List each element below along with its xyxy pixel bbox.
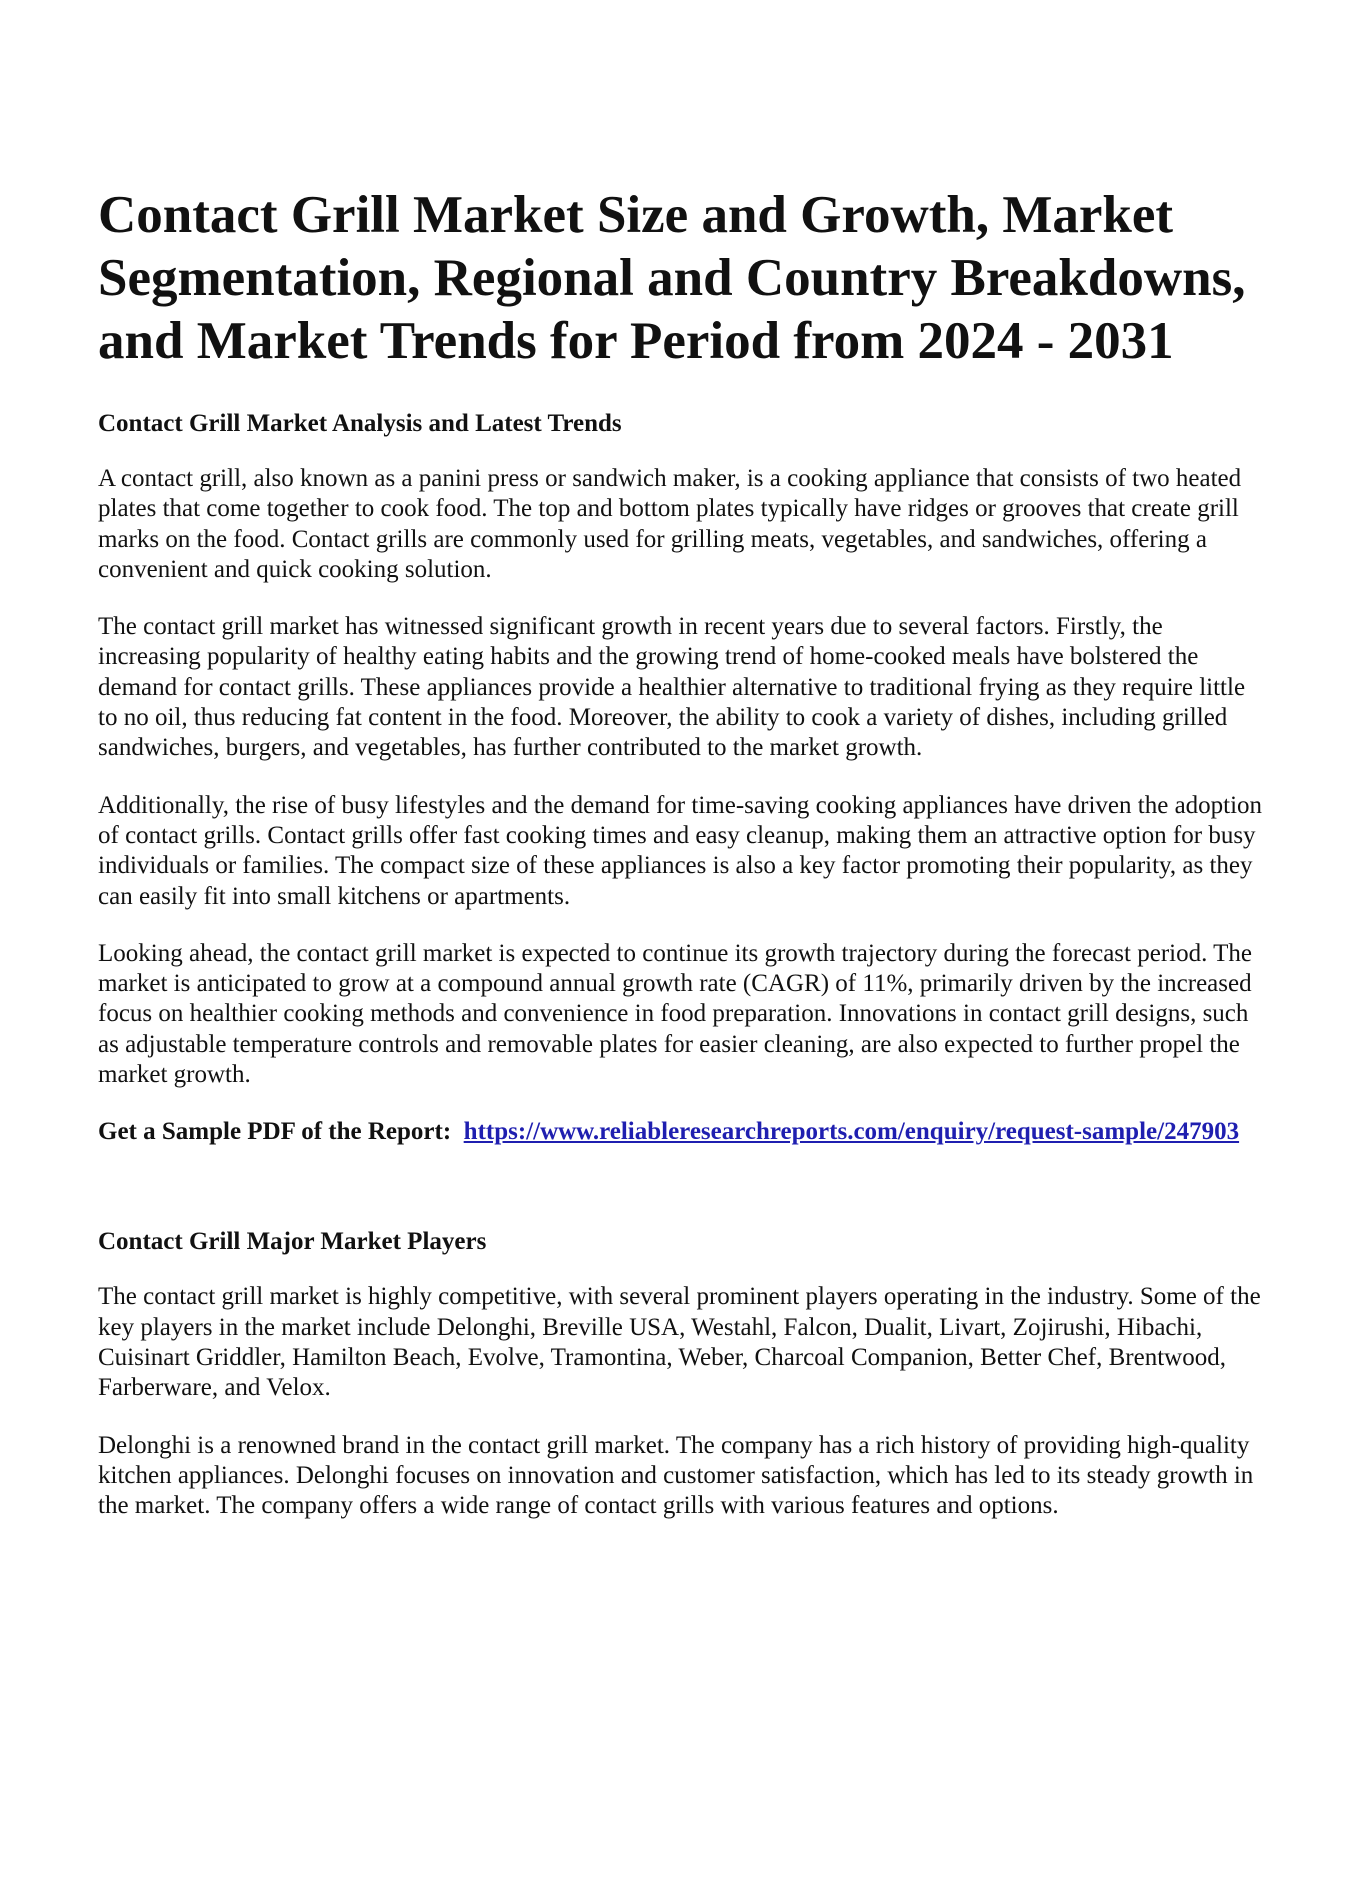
players-heading: Contact Grill Major Market Players [98,1228,487,1256]
analysis-paragraph-2: The contact grill market has witnessed significant growth in recent years due to several factors. Firstly, the increasing popularity of healthy eating habits and the growing trend of home-cooked meals have bolstered the demand for contact grills. These appliances provide a healthier alternative to traditional frying as they require little to no oil, thus reducing fat content in the food. Moreover, the ability to cook a variety of dishes, including grilled sandwiches, burgers, and vegetables, has further contributed to the market growth. [98,613,1246,762]
players-paragraph-2: Delonghi is a renowned brand in the contact grill market. The company has a rich history of providing high-quality kitchen appliances. Delonghi focuses on innovation and customer satisfaction, which has led to its steady growth in the market. The company offers a wide range of contact grills with various features and options. [98,1431,1254,1520]
analysis-paragraph-3: Additionally, the rise of busy lifestyles and the demand for time-saving cooking appliances have driven the adoption of contact grills. Contact grills offer fast cooking times and easy cleanup, making them an attractive option for busy individuals or families. The compact size of these appliances is also a key factor promoting their popularity, as they can easily fit into small kitchens or apartments. [98,791,1263,910]
analysis-paragraph-4: Looking ahead, the contact grill market is expected to continue its growth trajectory during the forecast period. The market is anticipated to grow at a compound annual growth rate (CAGR) of 11%, primarily driven by the increased focus on healthier cooking methods and convenience in food preparation. Innovations in contact grill designs, such as adjustable temperature controls and removable plates for easier cleaning, are also expected to further propel the market growth. [98,939,1253,1089]
sample-request [98,1117,1268,1147]
document-page [98,184,1268,1521]
analysis-heading: Contact Grill Market Analysis and Latest Trends [98,410,622,437]
sample-link[interactable]: https://www.reliableresearchreports.com/enquiry/request-sample/247903 [463,1118,1240,1146]
analysis-paragraph-1: A contact grill, also known as a panini press or sandwich maker, is a cooking appliance that consists of two heated plates that come together to cook food. The top and bottom plates typically have ridges or grooves that create grill marks on the food. Contact grills are commonly used for grilling meats, vegetables, and sandwiches, offering a convenient and quick cooking solution. [98,465,1242,583]
document-title: Contact Grill Market Size and Growth, Market Segmentation, Regional and Country Breakdowns, and Market Trends for Period from 2024 - 2031 [98,186,1246,370]
sample-label: Get a Sample PDF of the Report: [98,1118,452,1146]
players-paragraph-1: The contact grill market is highly competitive, with several prominent players operating in the industry. Some of the key players in the market include Delonghi, Breville USA, Westahl, Falcon, Dualit, Livart, Zojirushi, Hibachi, Cuisinart Griddler, Hamilton Beach, Evolve, Tramontina, Weber, Charcoal Companion, Better Chef, Brentwood, Farberware, and Velox. [98,1283,1261,1402]
